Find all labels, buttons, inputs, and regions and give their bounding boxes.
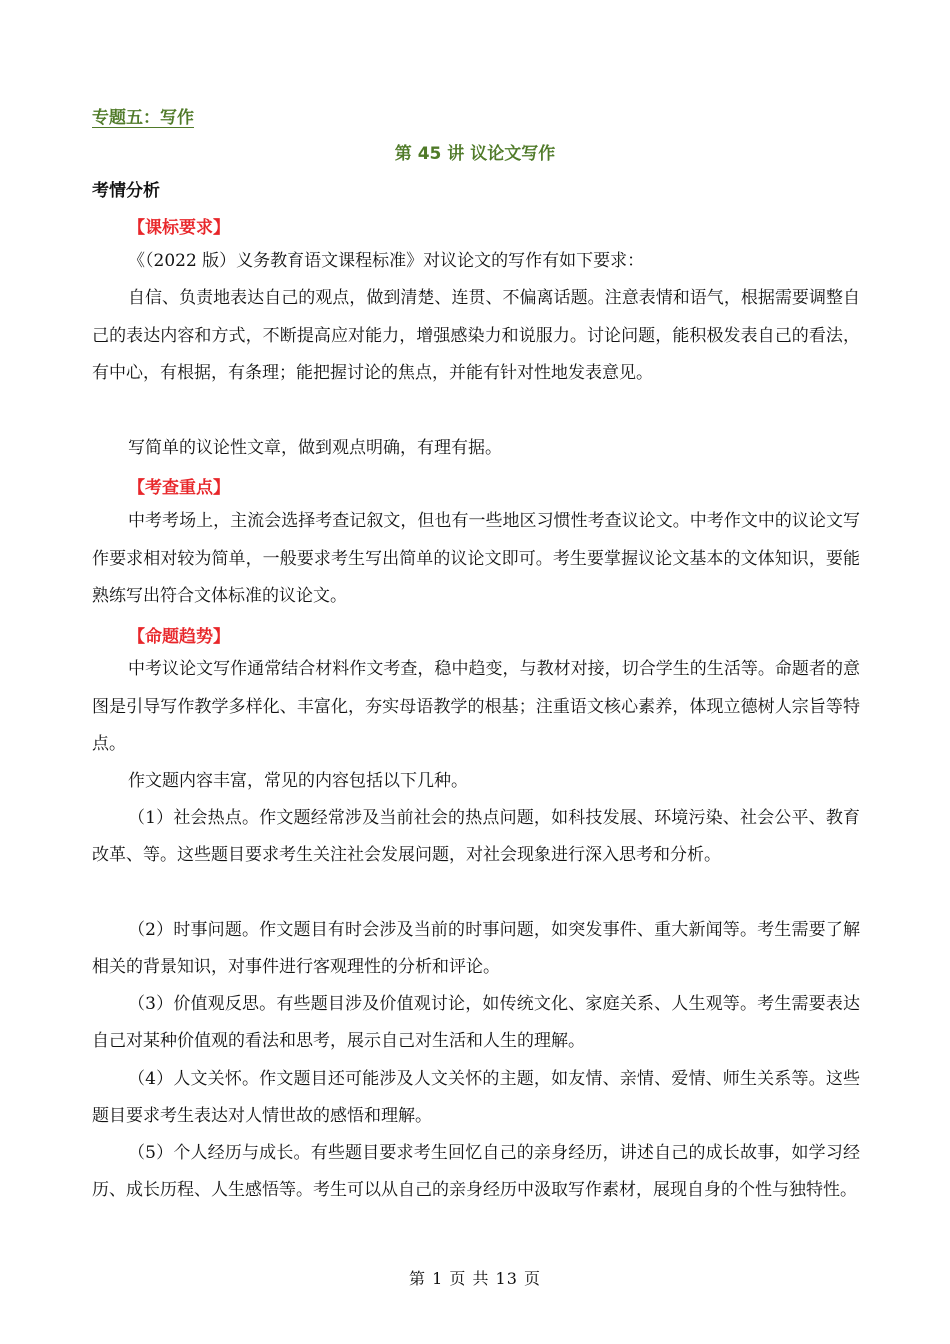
paragraph: 《（2022 版）义务教育语文课程标准》对议论文的写作有如下要求：	[128, 251, 645, 271]
analysis-heading: 考情分析	[92, 181, 160, 201]
list-item: （3）价值观反思。有些题目涉及价值观讨论，如传统文化、家庭关系、人生观等。考生需要表达自己对某种价值观的看法和思考，展示自己对生活和人生的理解。	[92, 994, 860, 1051]
list-item: （4）人文关怀。作文题目还可能涉及人文关怀的主题，如友情、亲情、爱情、师生关系等。这些题目要求考生表达对人情世故的感悟和理解。	[92, 1069, 860, 1126]
page-number: 第 1 页 共 13 页	[409, 1269, 541, 1288]
paragraph: 中考议论文写作通常结合材料作文考查，稳中趋变，与教材对接，切合学生的生活等。命题者的意图是引导写作教学多样化、丰富化，夯实母语教学的根基；注重语文核心素养，体现立德树人宗旨等特点。	[92, 659, 860, 754]
lecture-title: 第 45 讲 议论文写作	[394, 144, 556, 164]
paragraph: 作文题内容丰富，常见的内容包括以下几种。	[128, 771, 468, 791]
list-item: （5）个人经历与成长。有些题目要求考生回忆自己的亲身经历，讲述自己的成长故事，如学习经历、成长历程、人生感悟等。考生可以从自己的亲身经历中汲取写作素材，展现自身的个性与独特性。	[92, 1143, 860, 1200]
paragraph: 中考考场上，主流会选择考查记叙文，但也有一些地区习惯性考查议论文。中考作文中的议论文写作要求相对较为简单，一般要求考生写出简单的议论文即可。考生要掌握议论文基本的文体知识，要能熟练写出符合文体标准的议论文。	[92, 511, 860, 606]
paragraph: 自信、负责地表达自己的观点，做到清楚、连贯、不偏离话题。注意表情和语气，根据需要调整自己的表达内容和方式，不断提高应对能力，增强感染力和说服力。讨论问题，能积极发表自己的看法，有中心，有根据，有条理；能把握讨论的焦点，并能有针对性地发表意见。	[92, 288, 860, 383]
topic-title: 专题五：写作	[92, 108, 194, 128]
list-item: （2）时事问题。作文题目有时会涉及当前的时事问题，如突发事件、重大新闻等。考生需要了解相关的背景知识，对事件进行客观理性的分析和评论。	[92, 920, 860, 977]
paragraph: 写简单的议论性文章，做到观点明确，有理有据。	[128, 438, 502, 458]
list-item: （1）社会热点。作文题经常涉及当前社会的热点问题，如科技发展、环境污染、社会公平、教育改革、等。这些题目要求考生关注社会发展问题，对社会现象进行深入思考和分析。	[92, 808, 860, 865]
section-heading-focus: 【考查重点】	[128, 478, 230, 498]
section-heading-trend: 【命题趋势】	[128, 627, 230, 647]
section-heading-curriculum: 【课标要求】	[128, 218, 230, 238]
